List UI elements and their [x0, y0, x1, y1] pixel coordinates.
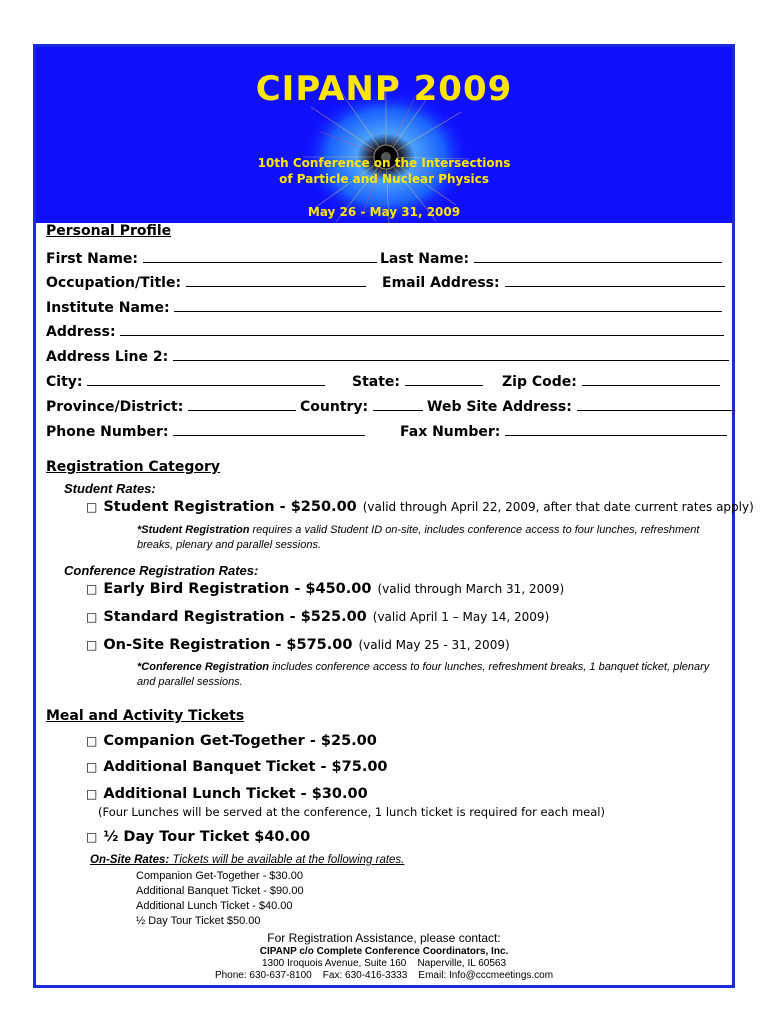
- student-requirement-note: *Student Registration requires a valid Student ID on-site, includes conference access to four lunches, refreshment breaks, plenary and parallel sessions.: [137, 524, 700, 551]
- onsite-rate-list: [136, 869, 304, 929]
- checkbox-icon[interactable]: □: [86, 760, 98, 774]
- city-field[interactable]: City:: [46, 373, 325, 390]
- checkbox-icon[interactable]: □: [86, 787, 98, 801]
- personal-profile-heading: Personal Profile: [46, 223, 172, 239]
- registration-category-heading: Registration Category: [46, 459, 221, 475]
- list-item: Companion Get-Together - $30.00: [136, 870, 303, 882]
- checkbox-icon[interactable]: □: [86, 830, 98, 844]
- conference-rates-heading: Conference Registration Rates:: [64, 563, 259, 578]
- state-field[interactable]: State:: [352, 373, 483, 390]
- onsite-rates-heading: On-Site Rates: Tickets will be available at the following rates.: [90, 854, 405, 866]
- conference-subtitle: 10th Conference on the Intersections of Particle and Nuclear Physics: [257, 156, 511, 186]
- onsite-registration-option[interactable]: □ On-Site Registration - $575.00 (valid May 25 - 31, 2009): [86, 637, 510, 653]
- checkbox-icon[interactable]: □: [86, 610, 98, 624]
- list-item: Additional Banquet Ticket - $90.00: [136, 885, 304, 897]
- address-line2-field[interactable]: Address Line 2:: [46, 348, 729, 365]
- lunch-note: (Four Lunches will be served at the conference, 1 lunch ticket is required for each meal): [98, 805, 605, 819]
- lunch-ticket-option[interactable]: □ Additional Lunch Ticket - $30.00: [86, 786, 368, 802]
- province-field[interactable]: Province/District:: [46, 398, 296, 415]
- checkbox-icon[interactable]: □: [86, 582, 98, 596]
- website-field[interactable]: Web Site Address:: [427, 398, 735, 415]
- standard-registration-option[interactable]: □ Standard Registration - $525.00 (valid April 1 – May 14, 2009): [86, 609, 550, 625]
- contact-organization: CIPANP c/o Complete Conference Coordinators, Inc.: [259, 946, 509, 957]
- student-registration-option[interactable]: □ Student Registration - $250.00 (valid through April 22, 2009, after that date current rates apply): [86, 499, 754, 515]
- list-item: Additional Lunch Ticket - $40.00: [136, 900, 293, 912]
- checkbox-icon[interactable]: □: [86, 500, 98, 514]
- conference-banner: [36, 47, 732, 223]
- conference-registration-note: *Conference Registration includes conference access to four lunches, refreshment breaks, 1 banquet ticket, plenary and parallel sessions.: [137, 661, 710, 688]
- occupation-field[interactable]: Occupation/Title:: [46, 274, 366, 291]
- contact-address: 1300 Iroquois Avenue, Suite 160 Naperville, IL 60563: [261, 958, 507, 969]
- early-bird-option[interactable]: □ Early Bird Registration - $450.00 (valid through March 31, 2009): [86, 581, 565, 597]
- email-field[interactable]: Email Address:: [382, 274, 725, 291]
- contact-intro: For Registration Assistance, please contact:: [267, 931, 501, 945]
- list-item: ½ Day Tour Ticket $50.00: [136, 915, 261, 927]
- fax-field[interactable]: Fax Number:: [400, 423, 727, 440]
- address-field[interactable]: Address:: [46, 323, 724, 340]
- tour-ticket-option[interactable]: □ ½ Day Tour Ticket $40.00: [86, 829, 311, 845]
- conference-title: CIPANP 2009: [255, 69, 513, 109]
- contact-phone-line: Phone: 630-637-8100 Fax: 630-416-3333 Email: Info@cccmeetings.com: [214, 970, 554, 981]
- checkbox-icon[interactable]: □: [86, 734, 98, 748]
- student-rates-heading: Student Rates:: [64, 481, 156, 496]
- meal-tickets-heading: Meal and Activity Tickets: [46, 708, 245, 724]
- country-field[interactable]: Country:: [300, 398, 423, 415]
- conference-dates: May 26 - May 31, 2009: [307, 205, 461, 219]
- institute-field[interactable]: Institute Name:: [46, 299, 722, 316]
- phone-field[interactable]: Phone Number:: [46, 423, 365, 440]
- last-name-field[interactable]: Last Name:: [380, 250, 722, 267]
- zip-code-field[interactable]: Zip Code:: [502, 373, 720, 390]
- companion-ticket-option[interactable]: □ Companion Get-Together - $25.00: [86, 733, 377, 749]
- first-name-field[interactable]: First Name:: [46, 250, 377, 267]
- banquet-ticket-option[interactable]: □ Additional Banquet Ticket - $75.00: [86, 759, 388, 775]
- checkbox-icon[interactable]: □: [86, 638, 98, 652]
